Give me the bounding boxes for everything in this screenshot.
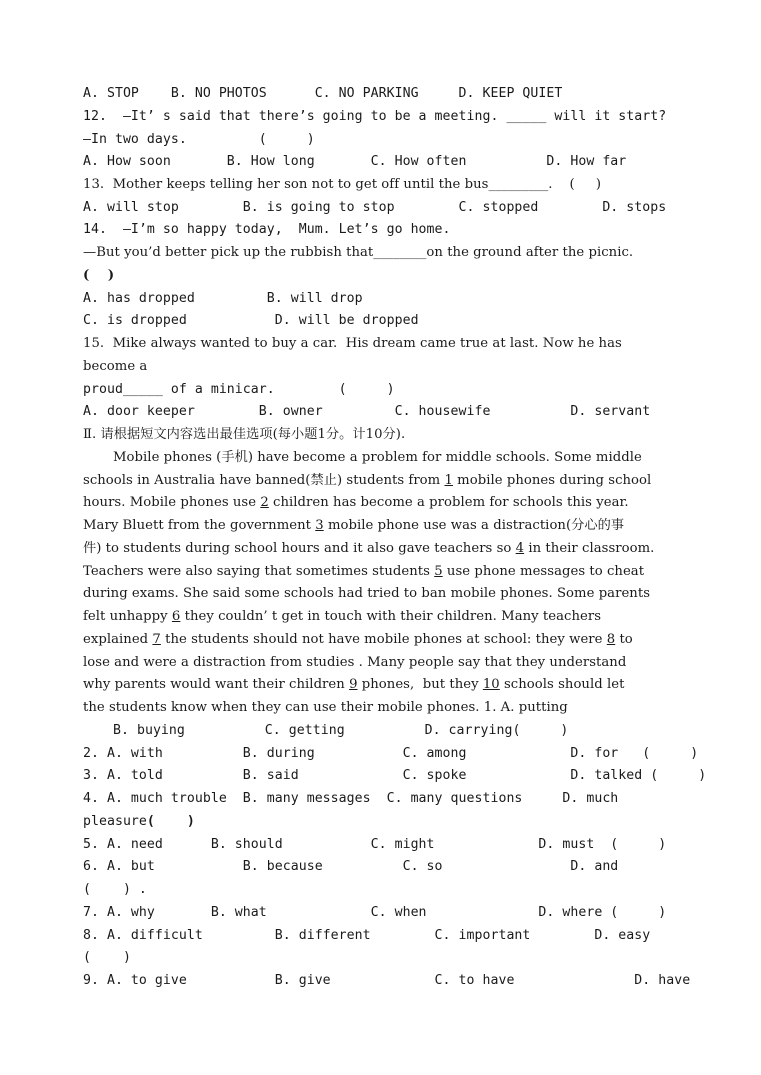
q12-stem: 12. —It’ s said that there’s going to be a meeting. _____ will it start? [83,109,667,124]
blank-10: 10 [482,677,500,692]
blank-2: 2 [260,495,269,510]
blank-2-options: 2. A. with B. during C. among D. for ( ) [83,746,699,761]
passage-line: Mary Bluett from the government 3 mobile phone use was a distraction(分心的事 [83,518,625,533]
passage-line: hours. Mobile phones use 2 children has become a problem for schools this year. [83,495,629,510]
q13-stem: 13. Mother keeps telling her son not to get off until the bus_________. ( ) [83,177,602,192]
q12-answer-line: —In two days. ( ) [83,132,315,147]
blank-6-options: 6. A. but B. because C. so D. and [83,859,619,874]
passage-line: felt unhappy 6 they couldn’ t get in touch with their children. Many teachers [83,609,602,624]
passage-line: 件) to students during school hours and it also gave teachers so 4 in their classroom. [83,541,655,556]
blank-6: 6 [171,609,181,624]
passage-line: explained 7 the students should not have mobile phones at school: they were 8 to [83,632,633,647]
q14-response: —But you’d better pick up the rubbish that________on the ground after the picnic. [83,245,634,260]
blank-1: 1 [444,473,453,488]
q15-stem: 15. Mike always wanted to buy a car. His dream came true at last. Now he has [83,336,622,351]
blank-4-options-cont: pleasure( ) [83,814,195,829]
q14-stem: 14. —I’m so happy today, Mum. Let’s go home. [83,222,451,237]
passage-line: Teachers were also saying that sometimes students 5 use phone messages to cheat [83,564,645,579]
q15-stem-cont: become a [83,359,148,374]
blank-8-options: 8. A. difficult B. different C. important D. easy [83,928,651,943]
q14-answer-bracket: ( ) [83,268,115,283]
blank-1-options: B. buying C. getting D. carrying( ) [113,723,569,738]
blank-9-options: 9. A. to give B. give C. to have D. have [83,973,691,988]
blank-3-options: 3. A. told B. said C. spoke D. talked ( ) [83,768,707,783]
blank-8-answer-bracket: ( ) [83,950,131,965]
passage-line: lose and were a distraction from studies . Many people say that they understand [83,655,627,670]
blank-8: 8 [606,632,616,647]
passage-line: Mobile phones (手机) have become a problem for middle schools. Some middle [113,450,642,465]
blank-4-answer-bracket: ( ) [146,814,195,829]
q12-options: A. How soon B. How long C. How often D. How far [83,154,627,169]
blank-7-options: 7. A. why B. what C. when D. where ( ) [83,905,667,920]
q13-options: A. will stop B. is going to stop C. stopped D. stops [83,200,667,215]
passage-line: why parents would want their children 9 phones, but they 10 schools should let [83,677,625,692]
q14-options-ab: A. has dropped B. will drop [83,291,363,306]
blank-5: 5 [434,564,443,579]
q15-options: A. door keeper B. owner C. housewife D. servant [83,404,651,419]
blank-7: 7 [152,632,161,647]
q14-options-cd: C. is dropped D. will be dropped [83,313,419,328]
passage-line: during exams. She said some schools had tried to ban mobile phones. Some parents [83,586,651,601]
passage-line: schools in Australia have banned(禁止) students from 1 mobile phones during school [83,473,652,488]
blank-6-answer-bracket: ( ) . [83,882,147,897]
section-ii-heading: Ⅱ. 请根据短文内容选出最佳选项(每小题1分。计10分). [83,427,406,442]
blank-5-options: 5. A. need B. should C. might D. must ( ) [83,837,667,852]
q15-stem-end: proud_____ of a minicar. ( ) [83,382,395,397]
blank-3: 3 [315,518,324,533]
blank-4-options: 4. A. much trouble B. many messages C. many questions D. much [83,791,619,806]
q11-options: A. STOP B. NO PHOTOS C. NO PARKING D. KEEP QUIET [83,86,563,101]
blank-4: 4 [515,541,525,556]
passage-line: the students know when they can use their mobile phones. 1. A. putting [83,700,568,715]
blank-9: 9 [349,677,358,692]
